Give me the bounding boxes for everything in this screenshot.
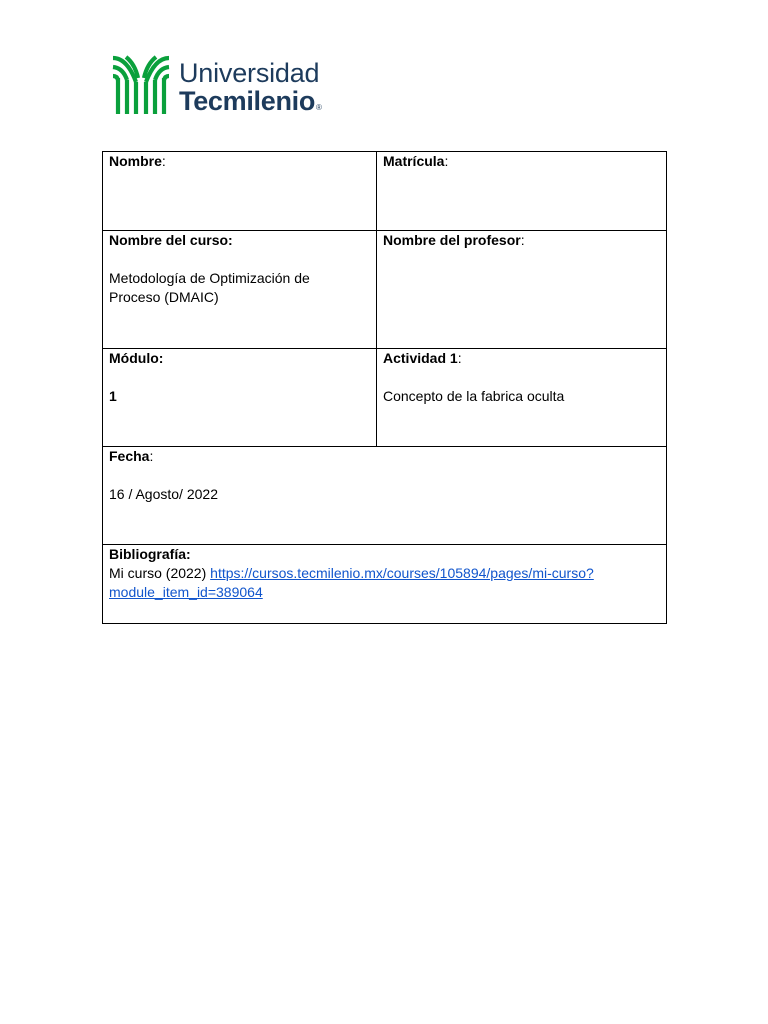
fecha-label: Fecha [109,448,150,464]
modulo-value: 1 [109,388,117,404]
actividad-value: Concepto de la fabrica oculta [383,388,565,404]
modulo-cell [103,349,377,447]
logo-universidad: Universidad [179,58,320,88]
nombre-cell [103,152,377,231]
profesor-colon: : [520,232,525,248]
bibliografia-cell [103,545,667,624]
modulo-label: Módulo: [109,350,164,366]
bibliografia-prefix: Mi curso (2022) [109,565,211,581]
fecha-value: 16 / Agosto/ 2022 [109,486,218,502]
registered-mark: ® [316,103,322,112]
actividad-colon: : [457,350,462,366]
matricula-label: Matrícula [383,153,445,169]
curso-value-line1: Metodología de Optimización de [109,270,310,286]
bibliografia-label: Bibliografía: [109,546,191,562]
tecmilenio-leaf-icon [110,54,172,116]
bibliografia-link-part1[interactable]: https://cursos.tecmilenio.mx/courses/105894/pages/mi-curso? [210,565,594,581]
profesor-cell [377,231,667,349]
student-info-table [102,151,667,624]
logo-tecmilenio: Tecmilenio® [179,86,322,116]
curso-label: Nombre del curso: [109,232,233,248]
profesor-label: Nombre del profesor [383,232,521,248]
nombre-label: Nombre [109,153,162,169]
university-logo [110,54,350,118]
curso-value-line2: Proceso (DMAIC) [109,289,219,305]
actividad-cell [377,349,667,447]
bibliografia-link-part2[interactable]: module_item_id=389064 [109,584,263,600]
fecha-cell [103,447,667,545]
logo-wordmark [179,60,322,115]
matricula-colon: : [444,153,449,169]
fecha-colon: : [149,448,154,464]
actividad-label: Actividad 1 [383,350,458,366]
matricula-cell [377,152,667,231]
nombre-colon: : [161,153,166,169]
curso-cell [103,231,377,349]
